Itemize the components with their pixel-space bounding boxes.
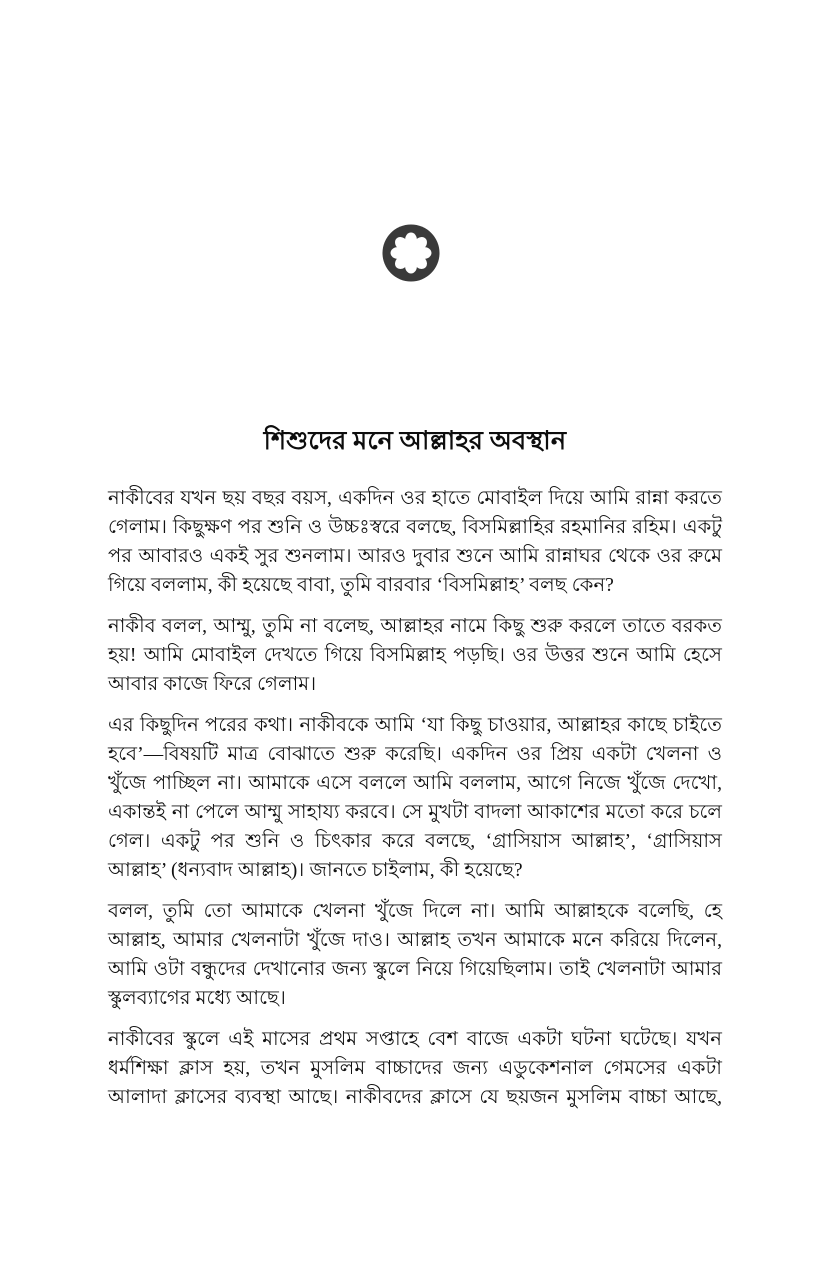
text-column [108,424,722,1112]
body-paragraph: নাকীবের স্কুলে এই মাসের প্রথম সপ্তাহে বেশ বাজে একটা ঘটনা ঘটেছে। যখন ধর্মশিক্ষা ক্লাস হয়, তখন মুসলিম বাচ্চাদের জন্য এডুকেশনাল গেমসের একটা আলাদা ক্লাসের ব্যবস্থা আছে। নাকীবদের ক্লাসে যে ছয়জন মুসলিম বাচ্চা আছে, [108,1029,722,1109]
body-paragraph: বলল, তুমি তো আমাকে খেলনা খুঁজে দিলে না। আমি আল্লাহকে বলেছি, হে আল্লাহ, আমার খেলনাটা খুঁজে দাও। আল্লাহ তখন আমাকে মনে করিয়ে দিলেন, আমি ওটা বন্ধুদের দেখানোর জন্য স্কুলে নিয়ে গিয়েছিলাম। তাই খেলনাটা আমার স্কুলব্যাগের মধ্যে আছে। [108,901,722,1010]
flower-rosette-ornament [380,222,442,284]
ornament-container [0,222,822,284]
body-paragraph: নাকীব বলল, আম্মু, তুমি না বলেছ, আল্লাহর নামে কিছু শুরু করলে তাতে বরকত হয়! আমি মোবাইল দেখতে গিয়ে বিসমিল্লাহ পড়ছি। ওর উত্তর শুনে আমি হেসে আবার কাজে ফিরে গেলাম। [108,616,722,696]
body-paragraph: নাকীবের যখন ছয় বছর বয়স, একদিন ওর হাতে মোবাইল দিয়ে আমি রান্না করতে গেলাম। কিছুক্ষণ পর শুনি ও উচ্চঃস্বরে বলছে, বিসমিল্লাহির রহমানির রহিম। একটু পর আবারও একই সুর শুনলাম। আরও দুবার শুনে আমি রান্নাঘর থেকে ওর রুমে গিয়ে বললাম, কী হয়েছে বাবা, তুমি বারবার ‘বিসমিল্লাহ’ বলছ কেন? [108,488,722,597]
body-paragraph: এর কিছুদিন পরের কথা। নাকীবকে আমি ‘যা কিছু চাওয়ার, আল্লাহর কাছে চাইতে হবে’—বিষয়টি মাত্র বোঝাতে শুরু করেছি। একদিন ওর প্রিয় একটা খেলনা ও খুঁজে পাচ্ছিল না। আমাকে এসে বললে আমি বললাম, আগে নিজে খুঁজে দেখো, একান্তই না পেলে আম্মু সাহায্য করবে। সে মুখটা বাদলা আকাশের মতো করে চলে গেল। একটু পর শুনি ও চিৎকার করে বলছে, ‘গ্রাসিয়াস আল্লাহ’, ‘গ্রাসিয়াস আল্লাহ’ (ধন্যবাদ আল্লাহ)। জানতে চাইলাম, কী হয়েছে? [108,715,722,882]
page-title: শিশুদের মনে আল্লাহর অবস্থান [263,426,567,455]
